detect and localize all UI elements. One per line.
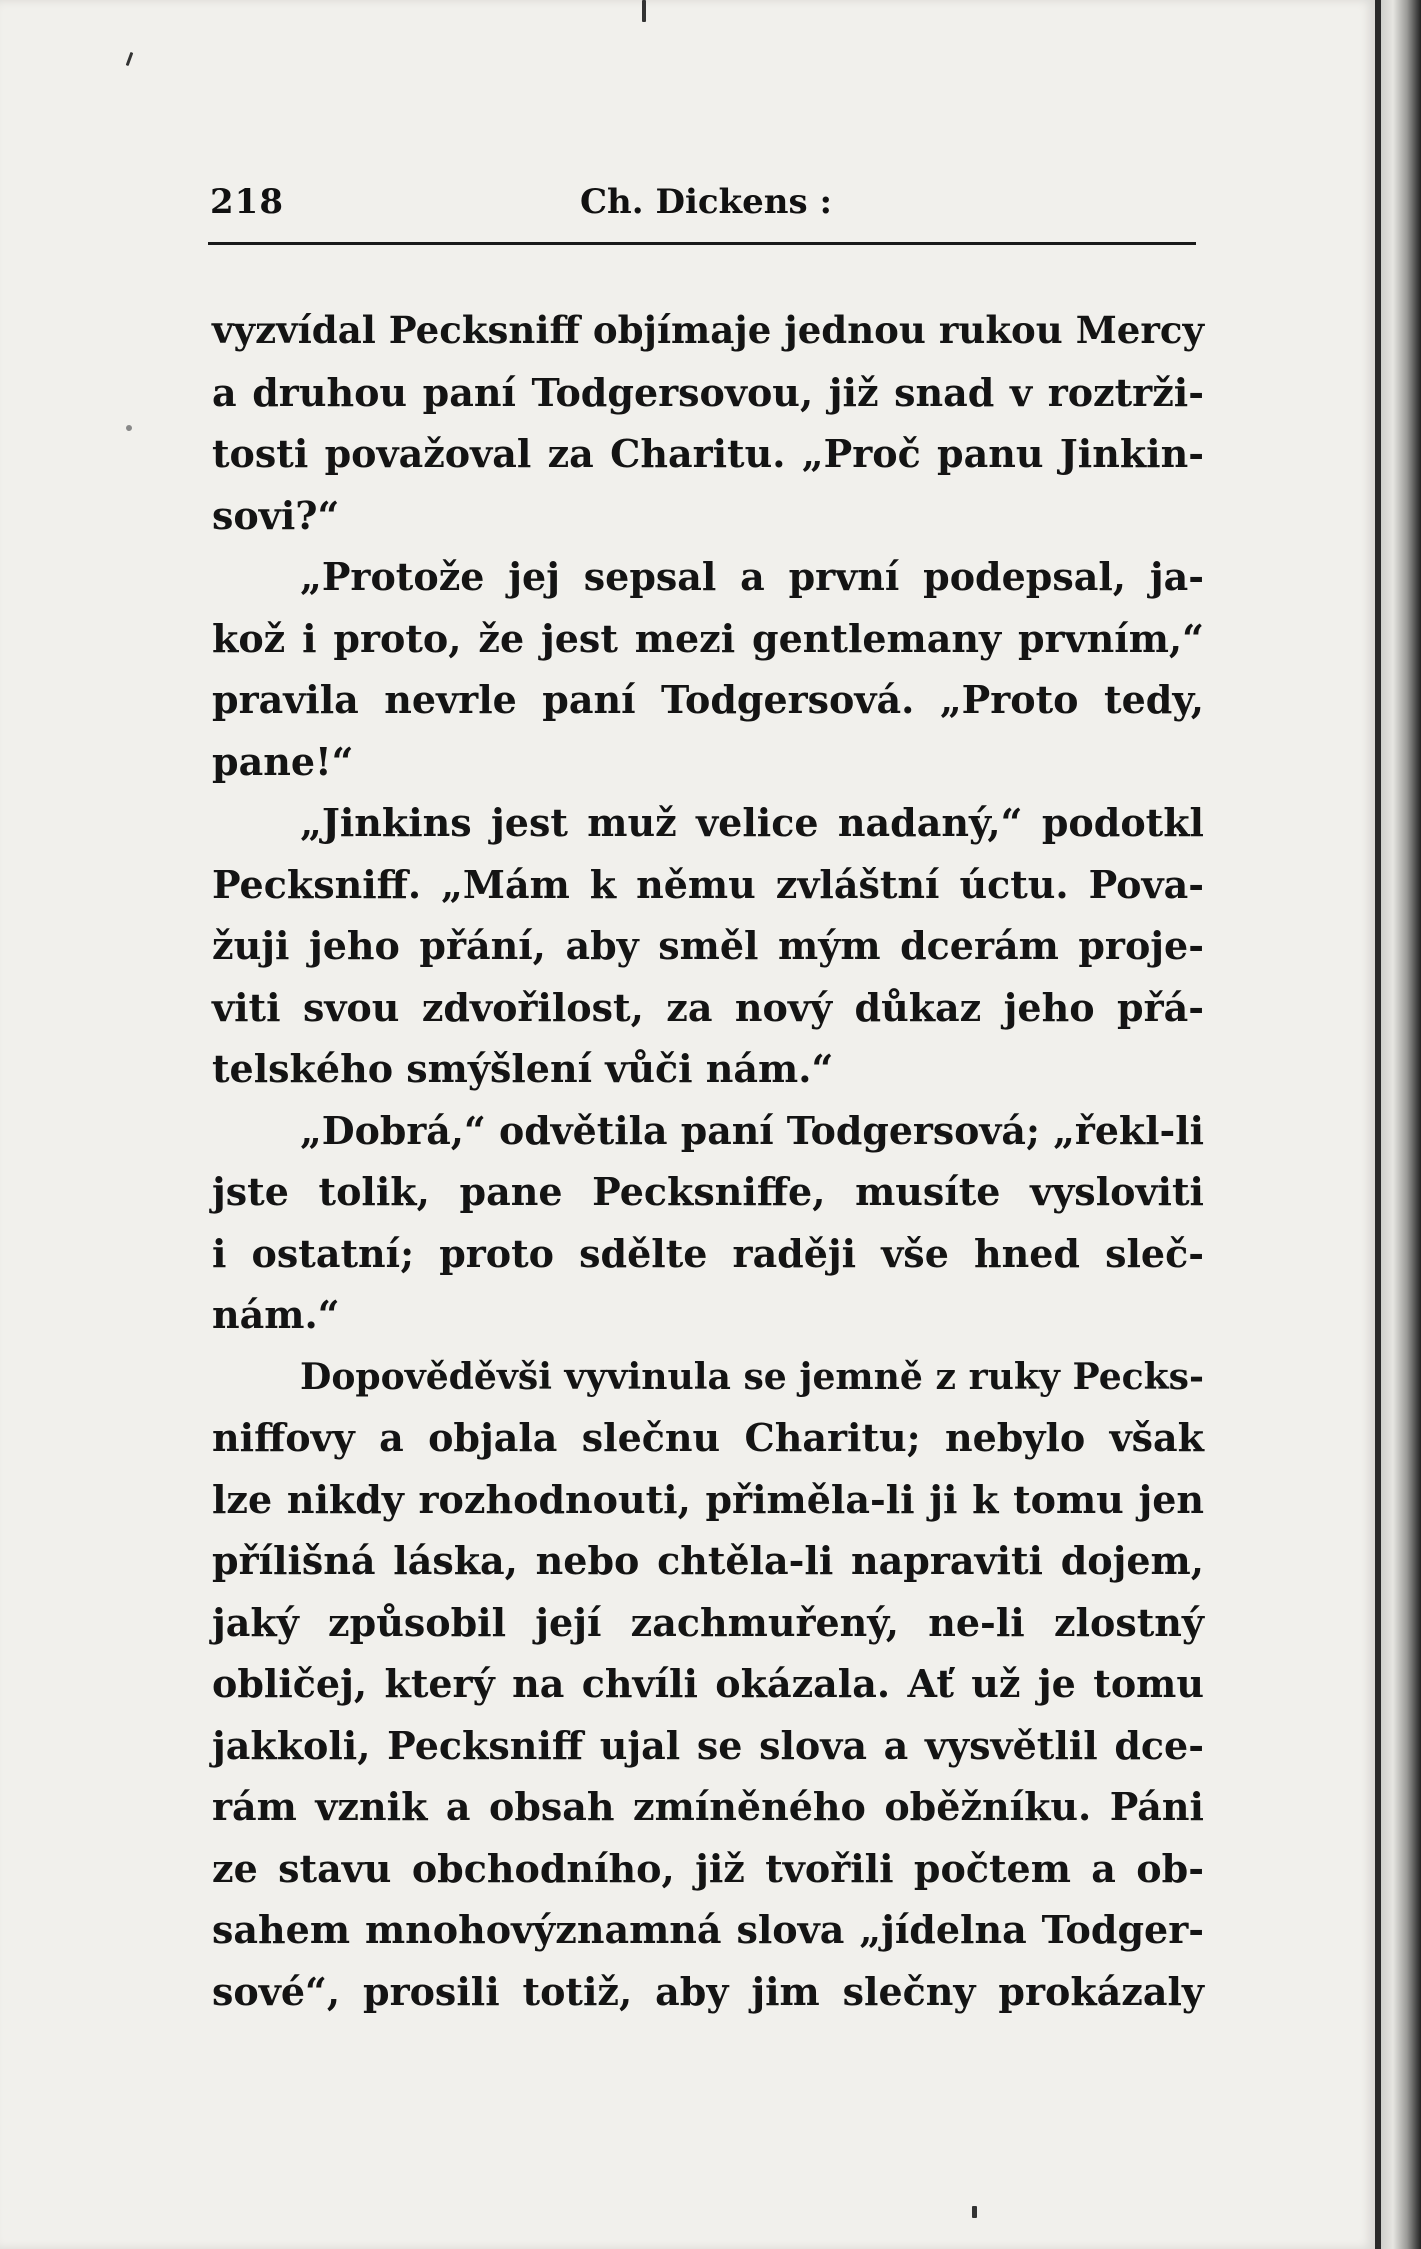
page-number: 218	[210, 182, 284, 222]
text-line: Pecksniff. „Mám k němu zvláštní úctu. Pova-	[212, 861, 1204, 907]
page-header	[210, 178, 1195, 234]
text-line: sahem mnohovýznamná slova „jídelna Todger-	[212, 1907, 1204, 1952]
print-speck	[126, 425, 132, 431]
text-line: „Protože jej sepsal a první podepsal, ja-	[300, 554, 1204, 599]
text-line: Dopověděvši vyvinula se jemně z ruky Pecks-	[300, 1354, 1204, 1398]
text-line: jaký způsobil její zachmuřený, ne-li zlostný	[212, 1599, 1204, 1645]
text-line: sové“, prosili totiž, aby jim slečny prokázaly	[212, 1968, 1204, 2014]
text-line: rám vznik a obsah zmíněného oběžníku. Páni	[212, 1784, 1204, 1829]
text-line: pane!“	[212, 738, 354, 784]
text-line: telského smýšlení vůči nám.“	[212, 1046, 834, 1091]
text-line: „Dobrá,“ odvětila paní Todgersová; „řekl-li	[300, 1107, 1205, 1153]
print-speck	[126, 52, 134, 66]
text-line: žuji jeho přání, aby směl mým dcerám proje-	[212, 923, 1204, 968]
text-line: kož i proto, že jest mezi gentlemany prvním,“	[212, 615, 1204, 661]
text-line: lze nikdy rozhodnouti, přiměla-li ji k tomu jen	[212, 1476, 1204, 1522]
print-speck	[642, 0, 646, 22]
text-line: vyzvídal Pecksniff objímaje jednou rukou Mercy	[212, 308, 1204, 352]
text-line: přílišná láska, nebo chtěla-li napraviti dojem,	[212, 1538, 1204, 1583]
text-line: niffovy a objala slečnu Charitu; nebylo však	[212, 1415, 1204, 1460]
page-edge	[1375, 0, 1421, 2249]
text-line: obličej, který na chvíli okázala. Ať už je tomu	[212, 1661, 1204, 1706]
print-speck	[972, 2206, 977, 2218]
running-head: Ch. Dickens :	[580, 182, 832, 222]
text-line: ze stavu obchodního, již tvořili počtem a ob-	[212, 1845, 1204, 1891]
text-line: „Jinkins jest muž velice nadaný,“ podotkl	[300, 800, 1204, 845]
text-line: pravila nevrle paní Todgersová. „Proto tedy,	[212, 677, 1204, 722]
text-line: nám.“	[212, 1292, 340, 1337]
text-line: jakkoli, Pecksniff ujal se slova a vysvětlil dce-	[212, 1722, 1204, 1768]
header-rule	[208, 242, 1196, 245]
text-line: sovi?“	[212, 492, 340, 538]
text-line: a druhou paní Todgersovou, již snad v roztrži-	[212, 369, 1204, 415]
text-line: tosti považoval za Charitu. „Proč panu Jinkin-	[212, 431, 1204, 476]
text-line: i ostatní; proto sdělte raději vše hned sleč-	[212, 1230, 1204, 1276]
text-line: viti svou zdvořilost, za nový důkaz jeho přá-	[212, 984, 1204, 1030]
text-line: jste tolik, pane Pecksniffe, musíte vysloviti	[212, 1169, 1204, 1214]
body-text	[212, 300, 1204, 2022]
